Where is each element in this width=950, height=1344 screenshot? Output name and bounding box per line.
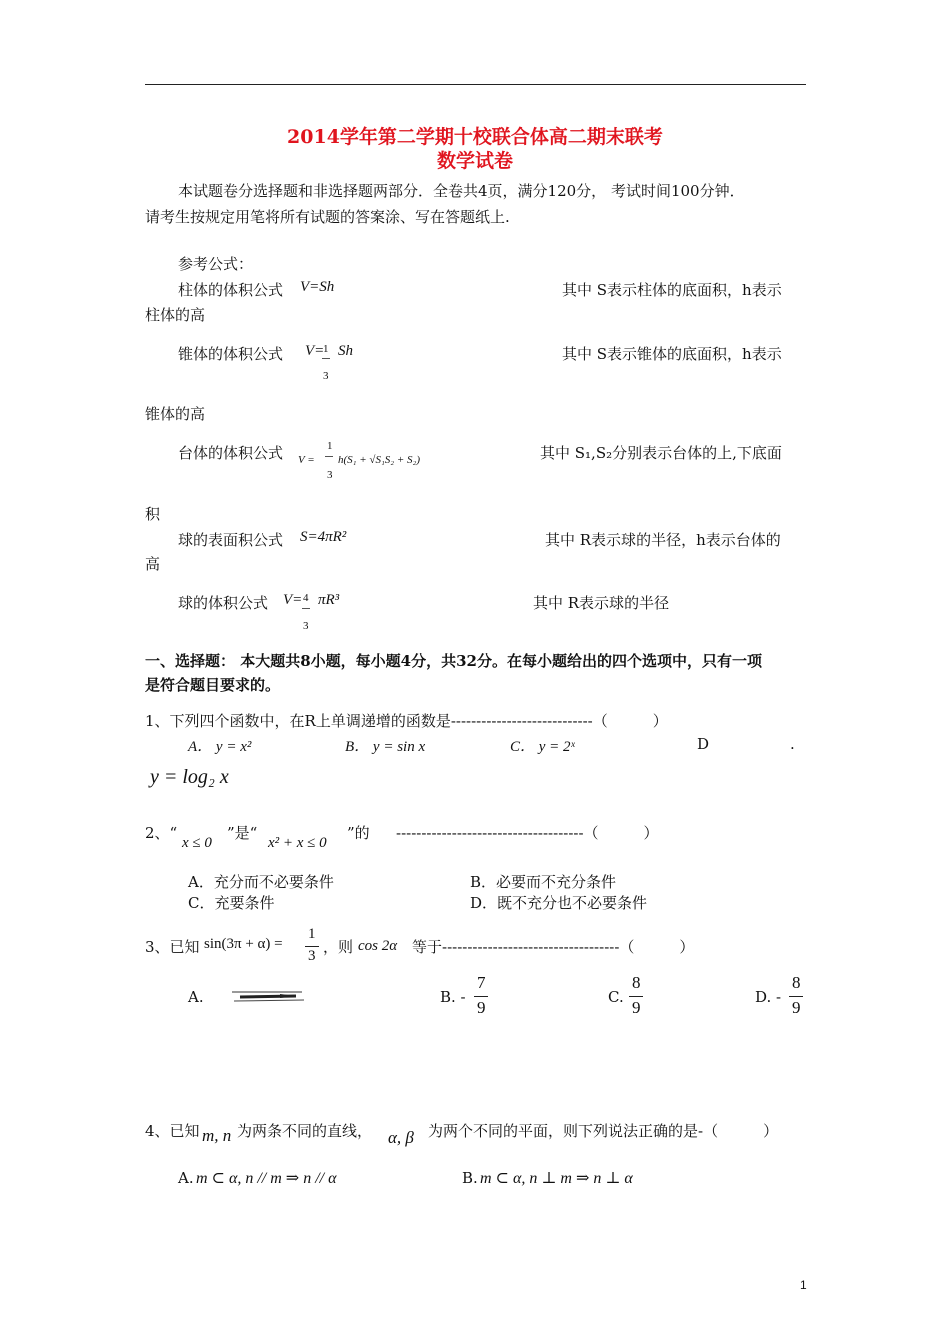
q3-equation-left: sin(3π + α) = — [204, 936, 283, 952]
q3-option-b: B. - — [440, 988, 466, 1006]
sphere-volume-note: 其中 R表示球的半径 — [533, 594, 670, 612]
cone-formula-sh: Sh — [338, 343, 353, 359]
q2-condition-2: x² + x ≤ 0 — [268, 835, 327, 851]
q3-option-b-den: 9 — [477, 998, 486, 1017]
exam-subtitle: 数学试卷 — [436, 150, 513, 172]
q2-option-a: A．充分而不必要条件 — [188, 873, 334, 891]
formula-heading: 参考公式： — [178, 255, 254, 273]
cone-frac-den: 3 — [323, 370, 329, 382]
q1-option-d-expression: y = log₂ x — [150, 766, 229, 788]
section-1-heading-cont: 是符合题目要求的。 — [145, 676, 281, 694]
q3-option-a-garbled-graphic — [230, 988, 306, 1004]
q4-lines: m, n — [202, 1126, 232, 1145]
q3-equation-den: 3 — [308, 948, 316, 964]
cone-volume-note: 其中 S表示锥体的底面积，h表示 — [562, 345, 782, 363]
frustum-volume-note: 其中 S₁,S₂分别表示台体的上,下底面 — [540, 444, 782, 462]
q4-planes: α, β — [388, 1128, 414, 1147]
q3-option-c: C. — [608, 988, 624, 1006]
prism-volume-note: 其中 S表示柱体的底面积，h表示 — [562, 281, 782, 299]
q2-mid: ”是“ — [227, 824, 258, 842]
frustum-frac-den: 3 — [327, 469, 333, 481]
q4-option-a: m ⊂ α, n // m ⇒ n // α — [196, 1170, 337, 1187]
q1-option-c: C． y = 2ˣ — [510, 739, 575, 755]
q3-option-c-den: 9 — [632, 998, 641, 1017]
q4-option-b: m ⊂ α, n ⊥ m ⇒ n ⊥ α — [480, 1170, 633, 1187]
q1-stem: 1、下列四个函数中，在R上单调递增的函数是----------------------------（ ） — [145, 712, 668, 730]
page-number: 1 — [800, 1278, 807, 1292]
header-rule — [145, 84, 806, 85]
sphere-area-note: 其中 R表示球的半径，h表示台体的 — [545, 531, 781, 549]
cone-volume-label: 锥体的体积公式 — [178, 345, 284, 363]
sphere-area-formula: S=4πR² — [300, 529, 347, 545]
q2-option-d: D．既不充分也不必要条件 — [470, 894, 648, 912]
q3-option-c-bar — [629, 996, 643, 997]
q3-target: cos 2α — [358, 938, 398, 954]
q2-option-b: B．必要而不充分条件 — [470, 873, 617, 891]
sphere-frac-bar — [302, 608, 310, 609]
frustum-frac-bar — [325, 456, 333, 457]
q2-prefix: 2、“ — [145, 824, 178, 842]
frustum-frac-num: 1 — [327, 440, 333, 452]
intro-line-2: 请考生按规定用笔将所有试题的答案涂、写在答题纸上. — [145, 208, 510, 226]
prism-volume-note-cont: 柱体的高 — [145, 306, 206, 324]
sphere-volume-v: V= — [283, 592, 303, 608]
q4-option-b-label: B. — [462, 1169, 478, 1187]
sphere-volume-rest: πR³ — [318, 592, 340, 608]
q3-option-d: D. - — [755, 988, 782, 1006]
sphere-area-label: 球的表面积公式 — [178, 531, 284, 549]
q3-equation-bar — [305, 946, 319, 947]
exam-title: 2014学年第二学期十校联合体高二期末联考 — [287, 126, 663, 148]
q1-option-d-dot: . — [790, 735, 795, 753]
q1-option-a: A． y = x² — [188, 739, 252, 755]
q4-prefix: 4、已知 — [145, 1122, 200, 1140]
sphere-area-note-cont: 高 — [145, 555, 161, 573]
cone-frac-num: 1 — [323, 343, 329, 355]
prism-volume-formula: V=Sh — [300, 279, 335, 295]
prism-volume-label: 柱体的体积公式 — [178, 281, 284, 299]
q3-option-d-bar — [789, 996, 803, 997]
frustum-volume-label: 台体的体积公式 — [178, 444, 284, 462]
section-1-heading: 一、选择题： 本大题共8小题，每小题4分，共32分。在每小题给出的四个选项中，只有一项 — [145, 652, 762, 670]
q4-option-a-label: A. — [178, 1169, 194, 1187]
q3-suffix: 等于-----------------------------------（ ） — [412, 938, 695, 956]
frustum-volume-note-cont: 积 — [145, 505, 161, 523]
q3-option-d-den: 9 — [792, 998, 801, 1017]
sphere-frac-den: 3 — [303, 620, 309, 632]
q1-option-d-label: D — [697, 735, 710, 753]
q3-equation-num: 1 — [308, 926, 316, 942]
q2-dashes: -------------------------------------（ ） — [396, 824, 659, 842]
q3-option-d-num: 8 — [792, 973, 801, 992]
q2-option-c: C．充要条件 — [188, 894, 275, 912]
q2-condition-1: x ≤ 0 — [182, 835, 212, 851]
frustum-formula-body: h(S₁ + √S₁S₂ + S₂) — [338, 454, 421, 466]
cone-formula-v: V= — [305, 343, 325, 359]
cone-volume-note-cont: 锥体的高 — [145, 405, 206, 423]
q3-option-a: A. — [188, 988, 204, 1006]
frustum-formula-v: V = — [298, 454, 315, 466]
q4-mid-2: 为两个不同的平面，则下列说法正确的是-（ ） — [428, 1122, 779, 1140]
sphere-frac-num: 4 — [303, 592, 309, 604]
sphere-volume-label: 球的体积公式 — [178, 594, 269, 612]
q3-option-c-num: 8 — [632, 973, 641, 992]
intro-line-1: 本试题卷分选择题和非选择题两部分．全卷共4页，满分120分， 考试时间100分钟． — [178, 182, 745, 200]
cone-frac-bar — [322, 358, 330, 359]
q3-option-b-bar — [474, 996, 488, 997]
q4-mid-1: 为两条不同的直线， — [237, 1122, 373, 1140]
q3-prefix: 3、已知 — [145, 938, 200, 956]
q1-option-b: B． y = sin x — [345, 739, 426, 755]
q3-mid: ，则 — [323, 938, 354, 956]
q3-option-b-num: 7 — [477, 973, 486, 992]
q2-suffix: ”的 — [347, 824, 370, 842]
